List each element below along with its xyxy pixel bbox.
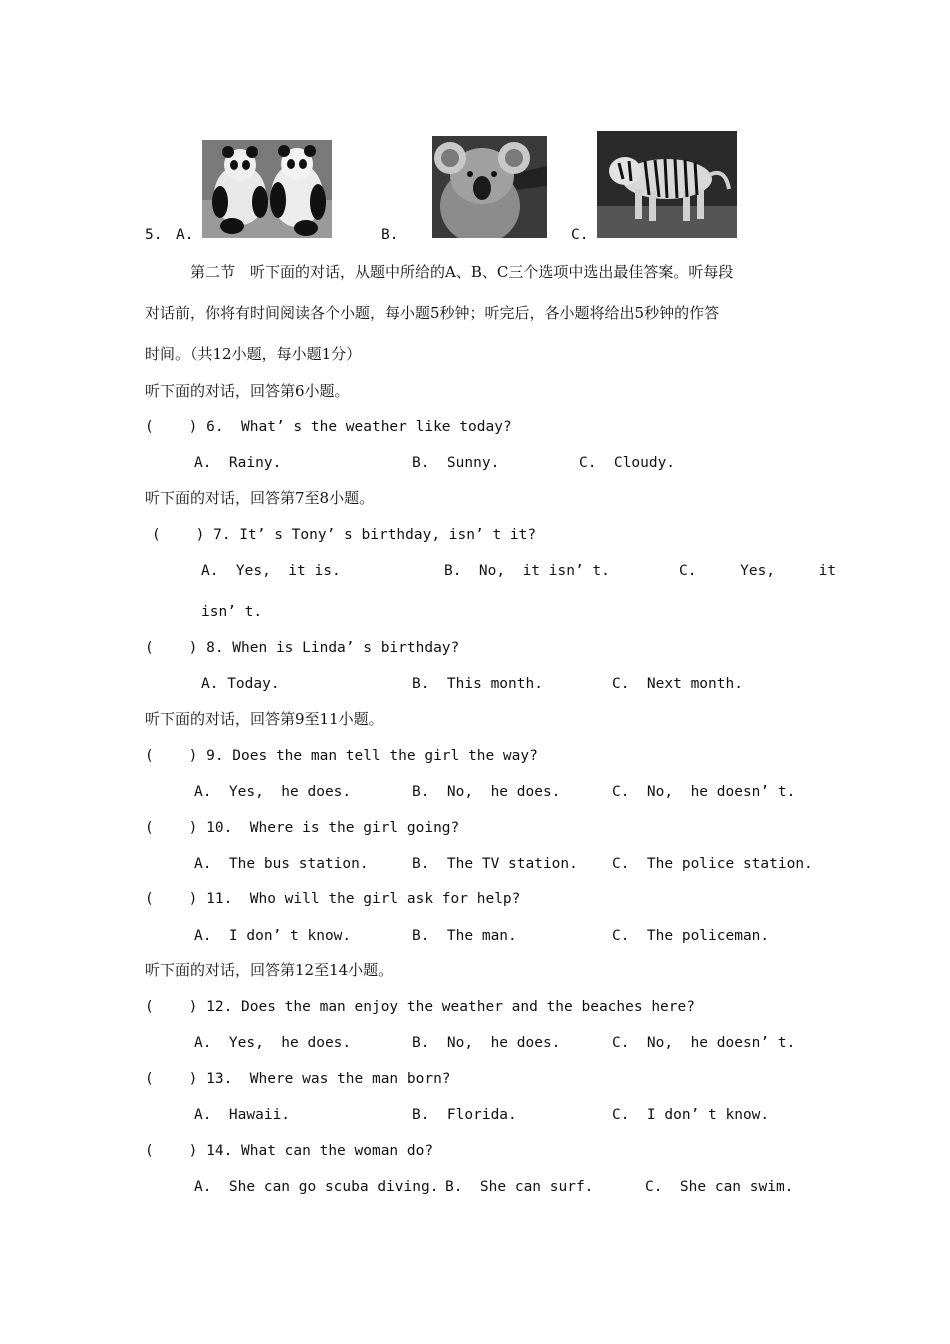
koala-photo	[432, 136, 547, 238]
q12-option-c: C. No, he doesn’ t.	[612, 1035, 796, 1051]
q13-option-c: C. I don’ t know.	[612, 1107, 770, 1123]
q12-option-b: B. No, he does.	[412, 1035, 561, 1051]
q11-stem: ( ) 11. Who will the girl ask for help?	[145, 891, 521, 907]
q5-option-c-label: C.	[571, 227, 589, 243]
q14-stem: ( ) 14. What can the woman do?	[145, 1143, 434, 1159]
section2-instruction-line1: 第二节 听下面的对话，从题中所给的A、B、C三个选项中选出最佳答案。听每段	[190, 263, 734, 281]
q12-stem: ( ) 12. Does the man enjoy the weather and the beaches here?	[145, 999, 695, 1015]
q10-option-b: B. The TV station.	[412, 856, 578, 872]
q6-option-a: A. Rainy.	[194, 455, 282, 471]
q14-option-c: C. She can swim.	[645, 1179, 794, 1195]
q14-option-a: A. She can go scuba diving.	[194, 1179, 439, 1195]
q10-option-c: C. The police station.	[612, 856, 813, 872]
q9-option-b: B. No, he does.	[412, 784, 561, 800]
q7-stem: ( ) 7. It’ s Tony’ s birthday, isn’ t it?	[152, 527, 537, 543]
q6-option-b: B. Sunny.	[412, 455, 500, 471]
group-heading-q7-8: 听下面的对话，回答第7至8小题。	[145, 489, 375, 507]
q9-option-a: A. Yes, he does.	[194, 784, 352, 800]
q9-option-c: C. No, he doesn’ t.	[612, 784, 796, 800]
q13-option-b: B. Florida.	[412, 1107, 517, 1123]
q11-option-c: C. The policeman.	[612, 928, 770, 944]
group-heading-q9-11: 听下面的对话，回答第9至11小题。	[145, 710, 384, 728]
q7-option-c: C. Yes, it	[679, 563, 837, 579]
q8-stem: ( ) 8. When is Linda’ s birthday?	[145, 640, 460, 656]
q10-option-a: A. The bus station.	[194, 856, 369, 872]
section2-instruction-line3: 时间。（共12小题，每小题1分）	[145, 345, 362, 363]
q6-stem: ( ) 6. What’ s the weather like today?	[145, 419, 512, 435]
q10-stem: ( ) 10. Where is the girl going?	[145, 820, 460, 836]
q11-option-b: B. The man.	[412, 928, 517, 944]
q5-option-b-label: B.	[381, 227, 399, 243]
q8-option-b: B. This month.	[412, 676, 543, 692]
tiger-photo	[597, 131, 737, 238]
q11-option-a: A. I don’ t know.	[194, 928, 352, 944]
q6-option-c: C. Cloudy.	[579, 455, 676, 471]
q5-option-a-label: A.	[176, 227, 194, 243]
panda-photo	[202, 140, 332, 238]
q13-stem: ( ) 13. Where was the man born?	[145, 1071, 451, 1087]
q14-option-b: B. She can surf.	[445, 1179, 594, 1195]
q7-option-c-continued: isn’ t.	[201, 604, 263, 620]
q9-stem: ( ) 9. Does the man tell the girl the way?	[145, 748, 538, 764]
section2-instruction-line2: 对话前，你将有时间阅读各个小题，每小题5秒钟；听完后，各小题将给出5秒钟的作答	[145, 304, 720, 322]
q7-option-b: B. No, it isn’ t.	[444, 563, 610, 579]
group-heading-q6: 听下面的对话，回答第6小题。	[145, 382, 350, 400]
q8-option-a: A. Today.	[201, 676, 280, 692]
q5-number: 5.	[145, 227, 163, 243]
q13-option-a: A. Hawaii.	[194, 1107, 291, 1123]
q12-option-a: A. Yes, he does.	[194, 1035, 352, 1051]
group-heading-q12-14: 听下面的对话，回答第12至14小题。	[145, 961, 394, 979]
q8-option-c: C. Next month.	[612, 676, 743, 692]
q7-option-a: A. Yes, it is.	[201, 563, 341, 579]
